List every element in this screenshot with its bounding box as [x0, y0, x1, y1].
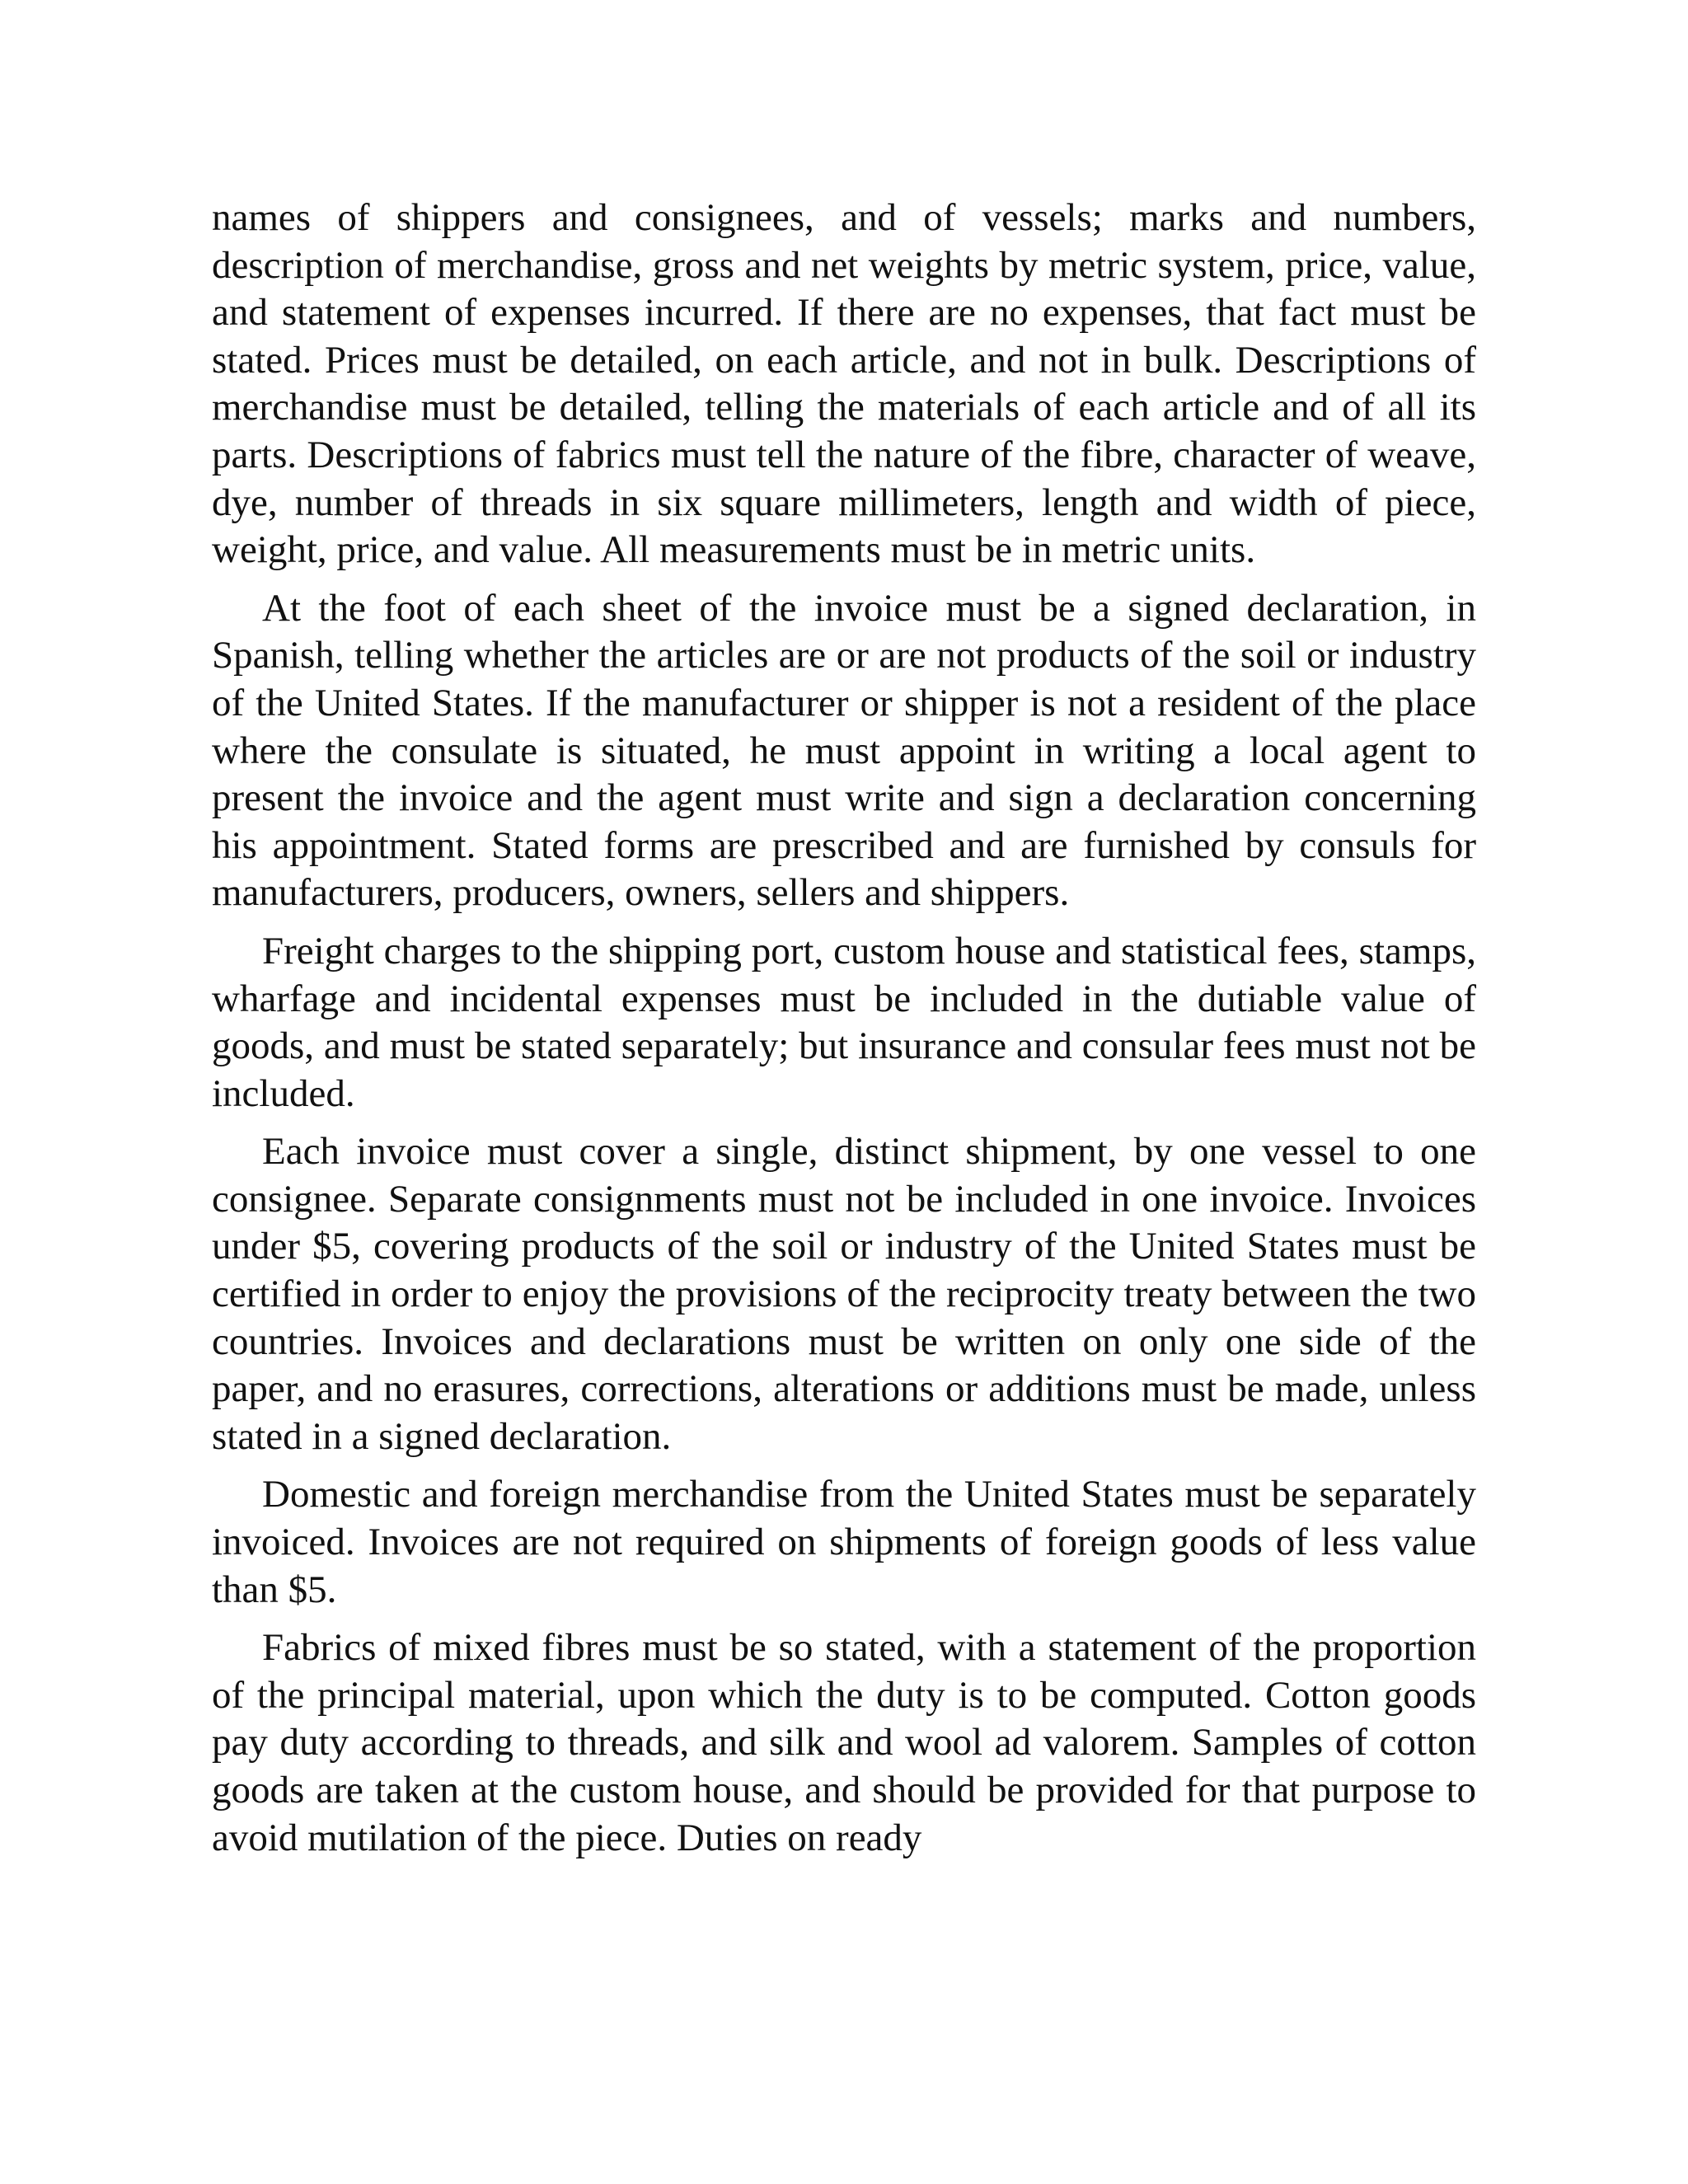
paragraph-6: Fabrics of mixed fibres must be so stated, with a statement of the proportion of the principal material, upon which the duty is to be computed. Cotton goods pay duty according to threads, and silk and wool ad valorem. Samples of cotton goods are taken at the custom house, and should be provided for that purpose to avoid mutilation of the piece. Duties on ready [212, 1626, 1476, 1859]
paragraph-3: Freight charges to the shipping port, custom house and statistical fees, stamps, wharfage and incidental expenses must be included in the dutiable value of goods, and must be stated separately; but insurance and consular fees must not be included. [212, 929, 1476, 1115]
paragraph-4: Each invoice must cover a single, distinct shipment, by one vessel to one consignee. Separate consignments must not be included in one invoice. Invoices under $5, covering products of the soil or industry of the United States must be certified in order to enjoy the provisions of the reciprocity treaty between the two countries. Invoices and declarations must be written on only one side of the paper, and no erasures, corrections, alterations or additions must be made, unless stated in a signed declaration. [212, 1130, 1476, 1458]
body-text [212, 194, 1476, 1862]
paragraph-2: At the foot of each sheet of the invoice must be a signed declaration, in Spanish, telling whether the articles are or are not products of the soil or industry of the United States. If the manufacturer or shipper is not a resident of the place where the consulate is situated, he must appoint in writing a local agent to present the invoice and the agent must write and sign a declaration concerning his appointment. Stated forms are prescribed and are furnished by consuls for manufacturers, producers, owners, sellers and shippers. [212, 586, 1476, 915]
paragraph-5: Domestic and foreign merchandise from the United States must be separately invoiced. Invoices are not required on shipments of foreign goods of less value than $5. [212, 1473, 1476, 1611]
paragraph-1: names of shippers and consignees, and of vessels; marks and numbers, description of merchandise, gross and net weights by metric system, price, value, and statement of expenses incurred. If there are no expenses, that fact must be stated. Prices must be detailed, on each article, and not in bulk. Descriptions of merchandise must be detailed, telling the materials of each article and of all its parts. Descriptions of fabrics must tell the nature of the fibre, character of weave, dye, number of threads in six square millimeters, length and width of piece, weight, price, and value. All measurements must be in metric units. [212, 196, 1476, 572]
